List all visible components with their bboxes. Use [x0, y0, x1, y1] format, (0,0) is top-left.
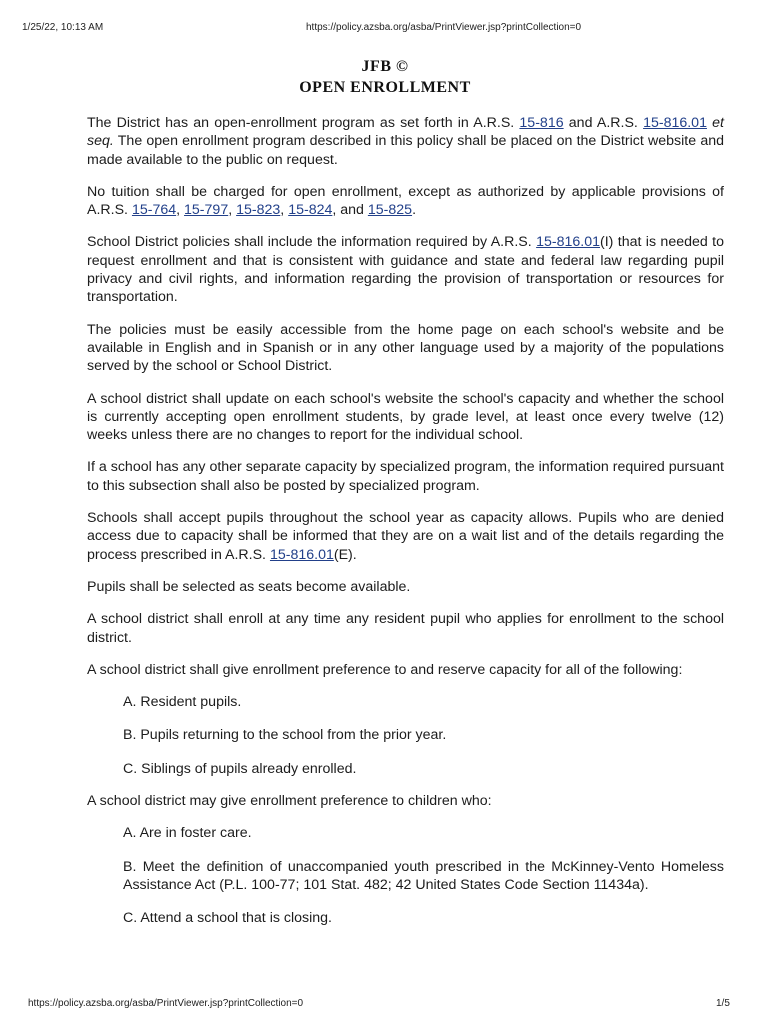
paragraph-optional-preference: A school district may give enrollment preference to children who:: [87, 793, 492, 810]
link-ars-15-816-01[interactable]: 15-816.01: [643, 115, 707, 131]
paragraph-capacity-update: A school district shall update on each school's website the school's capacity and whether the school is currently accepting open enrollment students, by grade level, at least once every twelve (12) weeks unless there are no changes to report for the individual school.: [87, 390, 724, 444]
paragraph-tuition: No tuition shall be charged for open enrollment, except as authorized by applicable provisions of A.R.S. 15-764, 15-797, 15-823, 15-824, and 15-825.: [87, 183, 724, 219]
link-ars-15-824[interactable]: 15-824: [288, 202, 333, 219]
paragraph-wait-list: Schools shall accept pupils throughout the school year as capacity allows. Pupils who are denied access due to capacity shall be informed that they are on a wait list and of the details regarding the process prescribed in A.R.S. 15-816.01(E).: [87, 510, 724, 563]
list-item: C. Attend a school that is closing.: [123, 910, 332, 927]
link-ars-15-764[interactable]: 15-764: [131, 202, 177, 219]
list-item: A. Are in foster care.: [123, 825, 252, 842]
list-item: B. Pupils returning to the school from the prior year.: [123, 727, 447, 744]
list-item: C. Siblings of pupils already enrolled.: [123, 760, 357, 777]
paragraph-selection: Pupils shall be selected as seats become available.: [87, 578, 411, 595]
paragraph-accessibility: The policies must be easily accessible from the home page on each school's website and be available in English and in Spanish or in any other language used by a majority of the populations served by the school or School District.: [87, 321, 724, 375]
print-header-url: https://policy.azsba.org/asba/PrintViewer.jsp?printCollection=0: [306, 22, 582, 33]
policy-code: JFB ©: [361, 58, 409, 75]
policy-body: [87, 114, 724, 942]
paragraph-specialized-program: If a school has any other separate capacity by specialized program, the information required pursuant to this subsection shall also be posted by specialized program.: [87, 459, 724, 494]
page-title: OPEN ENROLLMENT: [299, 79, 471, 96]
link-ars-15-816-01[interactable]: 15-816.01: [536, 234, 600, 251]
print-footer-url: https://policy.azsba.org/asba/PrintViewer.jsp?printCollection=0: [28, 998, 304, 1009]
page-number: 1/5: [716, 998, 730, 1009]
link-ars-15-797[interactable]: 15-797: [184, 202, 229, 219]
paragraph-resident-enrollment: A school district shall enroll at any time any resident pupil who applies for enrollment to the school district.: [87, 611, 724, 646]
optional-preference-list: [123, 824, 724, 927]
list-item: B. Meet the definition of unaccompanied youth prescribed in the McKinney-Vento Homeless Assistance Act (P.L. 100-77; 101 Stat. 482; 42 United States Code Section 11434a).: [123, 858, 724, 893]
paragraph-policy-information: School District policies shall include the information required by A.R.S. 15-816.01(I) that is needed to request enrollment and that is consistent with guidance and state and federal law regarding pupil privacy and civil rights, and information regarding the provision of transportation or resources for transportation.: [87, 234, 724, 306]
link-ars-15-816[interactable]: 15-816: [519, 115, 564, 131]
preference-list: [123, 693, 724, 778]
link-ars-15-816-01[interactable]: 15-816.01: [269, 546, 334, 563]
print-datetime: 1/25/22, 10:13 AM: [22, 22, 104, 33]
link-ars-15-823[interactable]: 15-823: [236, 202, 281, 219]
list-item: A. Resident pupils.: [123, 694, 242, 711]
paragraph-enrollment-preference: A school district shall give enrollment preference to and reserve capacity for all of the following:: [87, 661, 683, 678]
link-ars-15-825[interactable]: 15-825: [367, 202, 413, 219]
paragraph-open-enrollment-program: The District has an open-enrollment program as set forth in A.R.S. 15-816 and A.R.S. 15-816.01 et seq. The open enrollment program described in this policy shall be placed on the District website and made available to the public on request.: [87, 115, 724, 168]
